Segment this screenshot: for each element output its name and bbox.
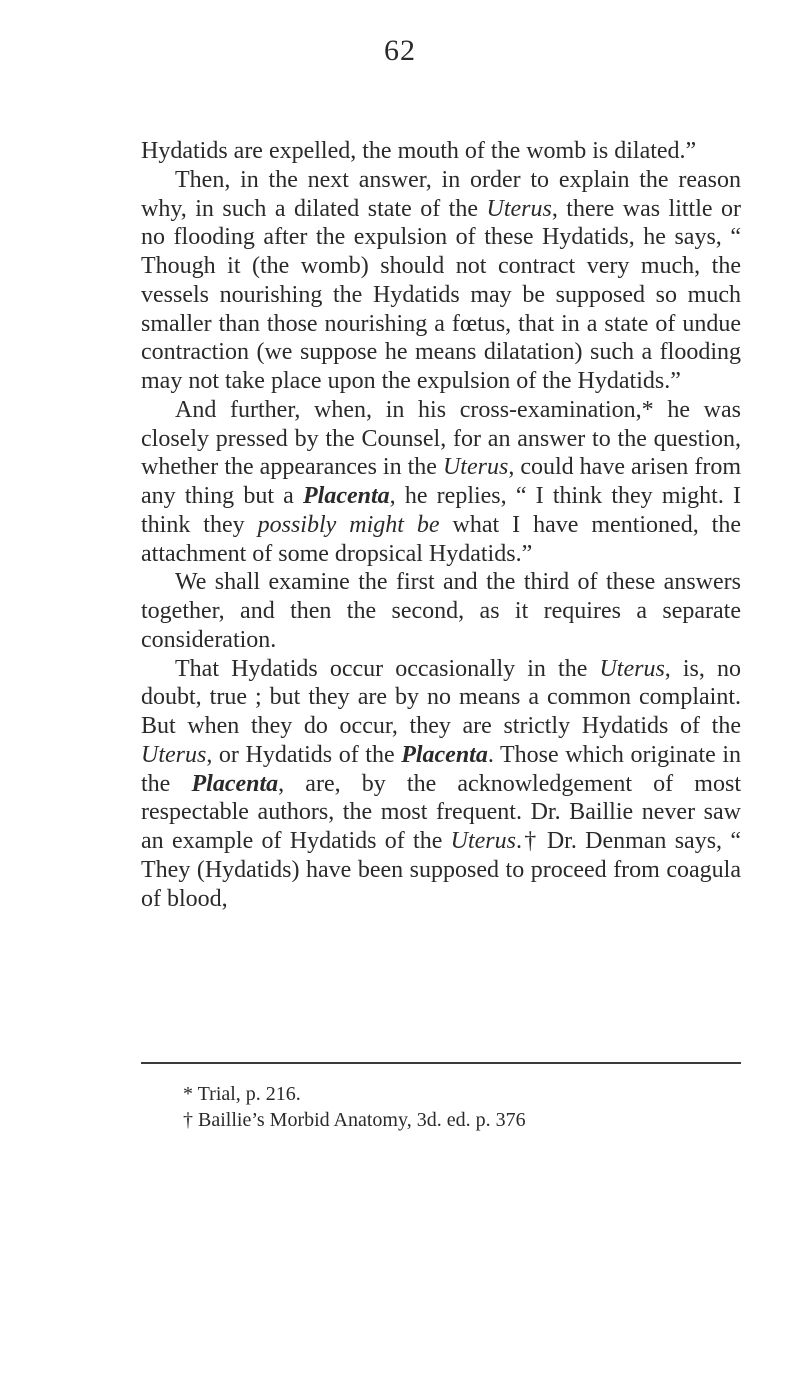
text-run: , there was little or no flooding after the expulsion of these Hydatids, he says, “ Though it (the womb) should not contract very much, the vessels nourishing the Hydatids may be supposed so much smaller than those nourishing a fœtus, that in a state of undue contraction (we suppose he means dilatation) such a flooding may not take place upon the expulsion of the Hydatids.” bbox=[141, 195, 741, 394]
italic-term: Uterus bbox=[599, 655, 665, 682]
text-run: . Those which originate in the bbox=[141, 741, 742, 797]
paragraph-3 bbox=[141, 396, 741, 569]
italic-emphasis: possibly might be bbox=[257, 511, 440, 538]
bold-italic-term: Placenta bbox=[191, 770, 279, 797]
text-run: And further, when, in his cross-examination,* he was closely pressed by the Counsel, for an answer to the question, whether the appearances in the bbox=[141, 396, 741, 481]
text-run: what I have mentioned, the attachment of some dropsical Hydatids.” bbox=[141, 511, 741, 567]
text-run: , or Hydatids of the bbox=[206, 741, 402, 768]
text-run: .† Dr. Denman says, “ They (Hydatids) have been supposed to proceed from coagula of blood, bbox=[141, 828, 741, 912]
bold-italic-term: Placenta bbox=[303, 483, 390, 509]
paragraph-5 bbox=[141, 655, 741, 914]
italic-term: Uterus bbox=[141, 741, 207, 768]
bold-italic-term: Placenta bbox=[401, 741, 488, 768]
paragraph-1: Hydatids are expelled, the mouth of the womb is dilated.” bbox=[141, 138, 697, 164]
paragraph-4: We shall examine the first and the third of these answers together, and then the second, as it requires a separate consideration. bbox=[141, 569, 741, 653]
text-run: Then, in the next answer, in order to explain the reason why, in such a dilated state of the bbox=[141, 166, 741, 222]
italic-term: Uterus bbox=[442, 454, 509, 481]
body-text bbox=[141, 137, 741, 913]
page-number: 62 bbox=[384, 34, 416, 67]
italic-term: Uterus bbox=[486, 195, 552, 222]
text-run: That Hydatids occur occasionally in the bbox=[175, 655, 600, 682]
text-run: , is, no doubt, true ; but they are by no means a common complaint. But when they do occur, they are strictly Hydatids of the bbox=[141, 655, 741, 739]
text-run: , are, by the acknowledgement of most respectable authors, the most frequent. Dr. Baillie never saw an example of Hydatids of the bbox=[141, 770, 741, 854]
footnote-1: * Trial, p. 216. bbox=[183, 1083, 301, 1105]
footnotes bbox=[183, 1081, 743, 1133]
footnote-2: † Baillie’s Morbid Anatomy, 3d. ed. p. 376 bbox=[183, 1109, 526, 1131]
italic-term: Uterus bbox=[450, 828, 516, 854]
paragraph-2 bbox=[141, 166, 741, 396]
footnote-rule bbox=[141, 1062, 741, 1064]
text-run: , could have arisen from any thing but a bbox=[141, 454, 741, 509]
text-run: , he replies, “ I think they might. I think they bbox=[141, 483, 741, 538]
